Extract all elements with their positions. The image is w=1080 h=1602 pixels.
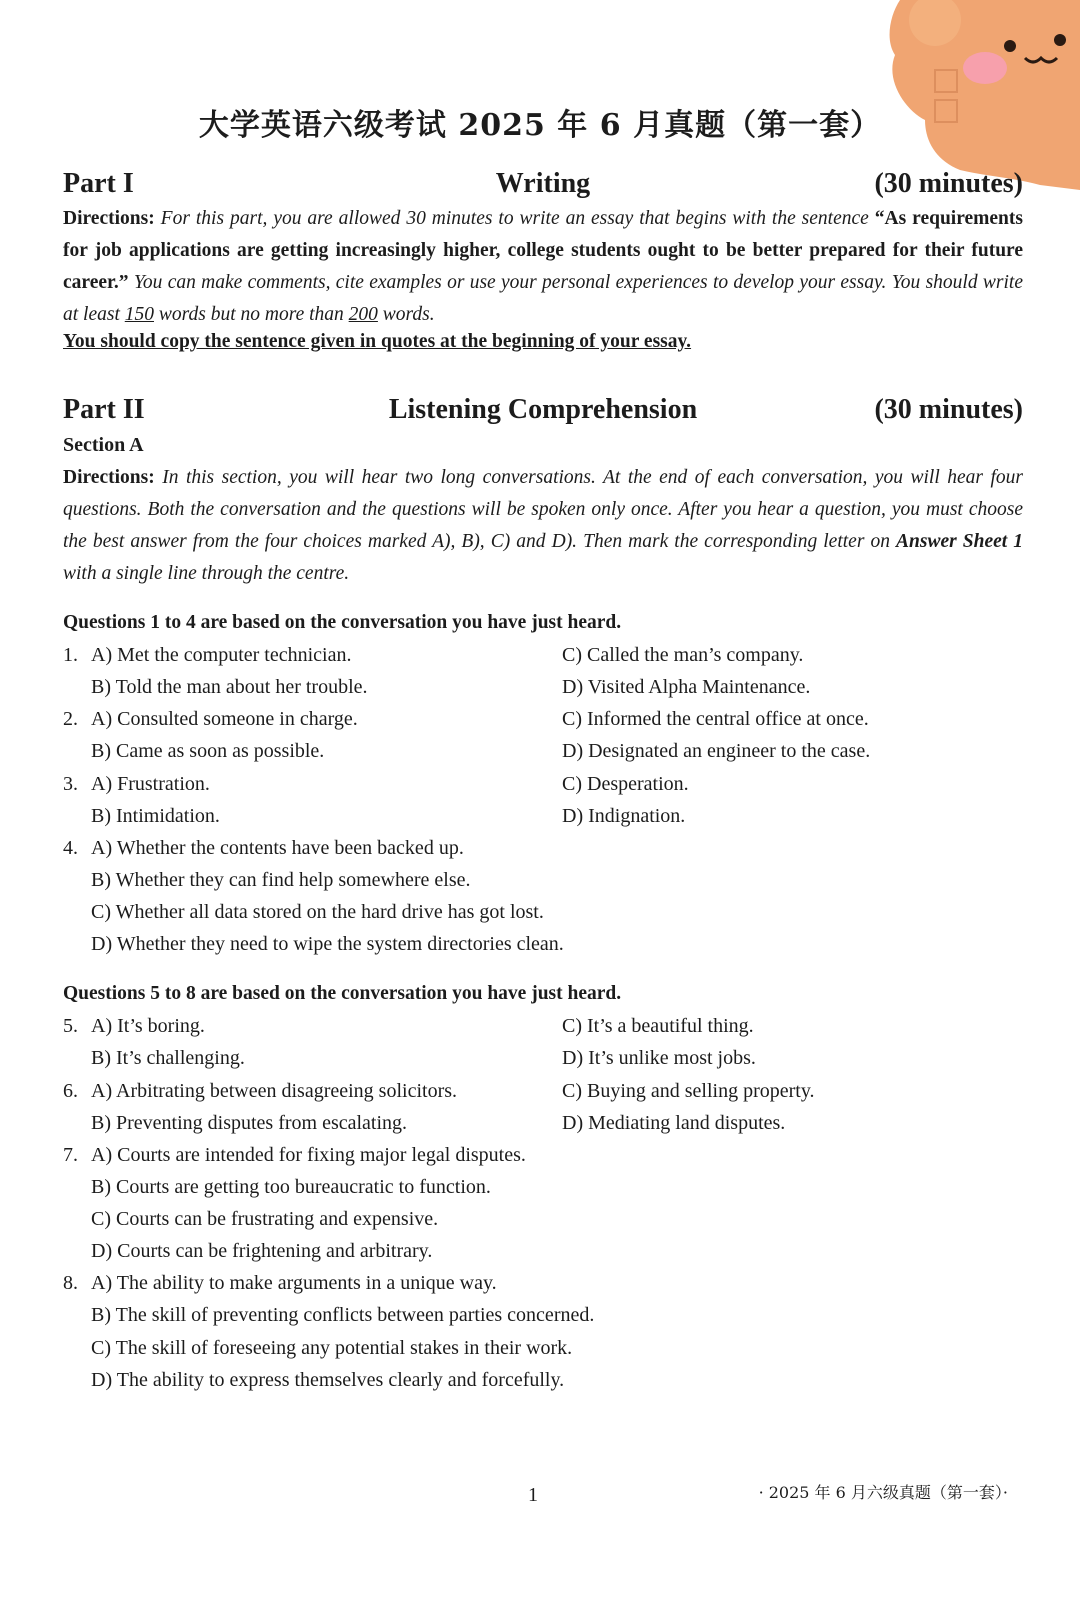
answer-option: D) Visited Alpha Maintenance. bbox=[562, 676, 811, 698]
answer-option: B) Courts are getting too bureaucratic to function. bbox=[91, 1176, 491, 1198]
part-1-header bbox=[63, 168, 1023, 204]
answer-option: B) Told the man about her trouble. bbox=[91, 676, 368, 698]
part-1-label: Part I bbox=[63, 168, 134, 199]
question-number: 6. bbox=[63, 1080, 78, 1102]
answer-option: A) Courts are intended for fixing major legal disputes. bbox=[91, 1144, 526, 1166]
question-number: 7. bbox=[63, 1144, 78, 1166]
answer-option: D) Whether they need to wipe the system directories clean. bbox=[91, 933, 564, 955]
part-2-title: Listening Comprehension bbox=[388, 394, 698, 425]
answer-option: C) Buying and selling property. bbox=[562, 1080, 815, 1102]
question-number: 5. bbox=[63, 1015, 78, 1037]
answer-option: A) Arbitrating between disagreeing solicitors. bbox=[91, 1080, 458, 1102]
answer-option: B) Whether they can find help somewhere else. bbox=[91, 869, 471, 891]
question-number: 3. bbox=[63, 773, 78, 795]
question-number: 8. bbox=[63, 1272, 78, 1294]
copy-sentence-note: You should copy the sentence given in quotes at the beginning of your essay. bbox=[63, 331, 692, 352]
part-2-label: Part II bbox=[63, 394, 145, 425]
answer-option: D) The ability to express themselves clearly and forcefully. bbox=[91, 1369, 565, 1391]
answer-option: D) Designated an engineer to the case. bbox=[562, 740, 871, 762]
min-words: 150 bbox=[124, 304, 154, 325]
question-number: 1. bbox=[63, 644, 78, 666]
answer-option: C) Informed the central office at once. bbox=[562, 708, 869, 730]
answer-option: D) Courts can be frightening and arbitrary. bbox=[91, 1240, 433, 1262]
answer-option: B) Came as soon as possible. bbox=[91, 740, 325, 762]
answer-option: B) The skill of preventing conflicts between parties concerned. bbox=[91, 1304, 595, 1326]
answer-option: A) Whether the contents have been backed up. bbox=[91, 837, 464, 859]
essay-opening-sentence: “As requirements for job applications are getting increasingly higher, college students ought to be better prepared for their future career.” bbox=[63, 208, 1023, 293]
part-1-time: (30 minutes) bbox=[874, 168, 1023, 199]
page-number: 1 bbox=[528, 1484, 538, 1506]
answer-sheet-ref: Answer Sheet 1 bbox=[896, 531, 1024, 552]
bear-sticker bbox=[865, 0, 1080, 190]
answer-option: C) Courts can be frustrating and expensive. bbox=[91, 1208, 439, 1230]
part-2-directions: Directions: In this section, you will hear two long conversations. At the end of each conversation, you will hear four questions. Both the conversation and the questions will be spoken only once. After you hear a question, you must choose the best answer from the four choices marked A), B), C) and D). Then mark the corresponding letter on Answer Sheet 1 with a single line through the centre. bbox=[63, 467, 1024, 584]
answer-option: D) Indignation. bbox=[562, 805, 686, 827]
answer-option: D) It’s unlike most jobs. bbox=[562, 1047, 756, 1069]
answer-option: A) Consulted someone in charge. bbox=[91, 708, 358, 730]
question-number: 4. bbox=[63, 837, 78, 859]
answer-option: A) Met the computer technician. bbox=[91, 644, 352, 666]
answer-option: C) Called the man’s company. bbox=[562, 644, 804, 666]
answer-option: A) Frustration. bbox=[91, 773, 210, 795]
answer-option: C) Desperation. bbox=[562, 773, 689, 795]
answer-option: C) It’s a beautiful thing. bbox=[562, 1015, 754, 1037]
footer-note: · 2025 年 6 月六级真题（第一套）· bbox=[758, 1483, 1008, 1502]
section-a-label: Section A bbox=[63, 434, 144, 456]
answer-option: A) It’s boring. bbox=[91, 1015, 205, 1037]
document-title: 大学英语六级考试 2025 年 6 月真题（第一套） bbox=[198, 108, 882, 143]
part-1-title: Writing bbox=[495, 168, 591, 199]
question-number: 2. bbox=[63, 708, 78, 730]
answer-option: B) It’s challenging. bbox=[91, 1047, 245, 1069]
answer-option: B) Preventing disputes from escalating. bbox=[91, 1112, 408, 1134]
answer-option: D) Mediating land disputes. bbox=[562, 1112, 786, 1134]
max-words: 200 bbox=[348, 304, 378, 325]
question-group-2-header: Questions 5 to 8 are based on the conversation you have just heard. bbox=[63, 983, 622, 1004]
part-1-directions: Directions: For this part, you are allowed 30 minutes to write an essay that begins with the sentence “As requirements for job applications are getting increasingly higher, college students ought to be better prepared for their future career.” You can make comments, cite examples or use your personal experiences to develop your essay. You should write at least 150 words but no more than 200 words. bbox=[63, 208, 1023, 325]
part-2-time: (30 minutes) bbox=[874, 394, 1023, 425]
answer-option: C) Whether all data stored on the hard drive has got lost. bbox=[91, 901, 544, 923]
answer-option: A) The ability to make arguments in a unique way. bbox=[91, 1272, 497, 1294]
part-2-header bbox=[63, 394, 1023, 430]
answer-option: B) Intimidation. bbox=[91, 805, 220, 827]
question-group-1-header: Questions 1 to 4 are based on the conversation you have just heard. bbox=[63, 612, 622, 633]
answer-option: C) The skill of foreseeing any potential stakes in their work. bbox=[91, 1337, 573, 1359]
